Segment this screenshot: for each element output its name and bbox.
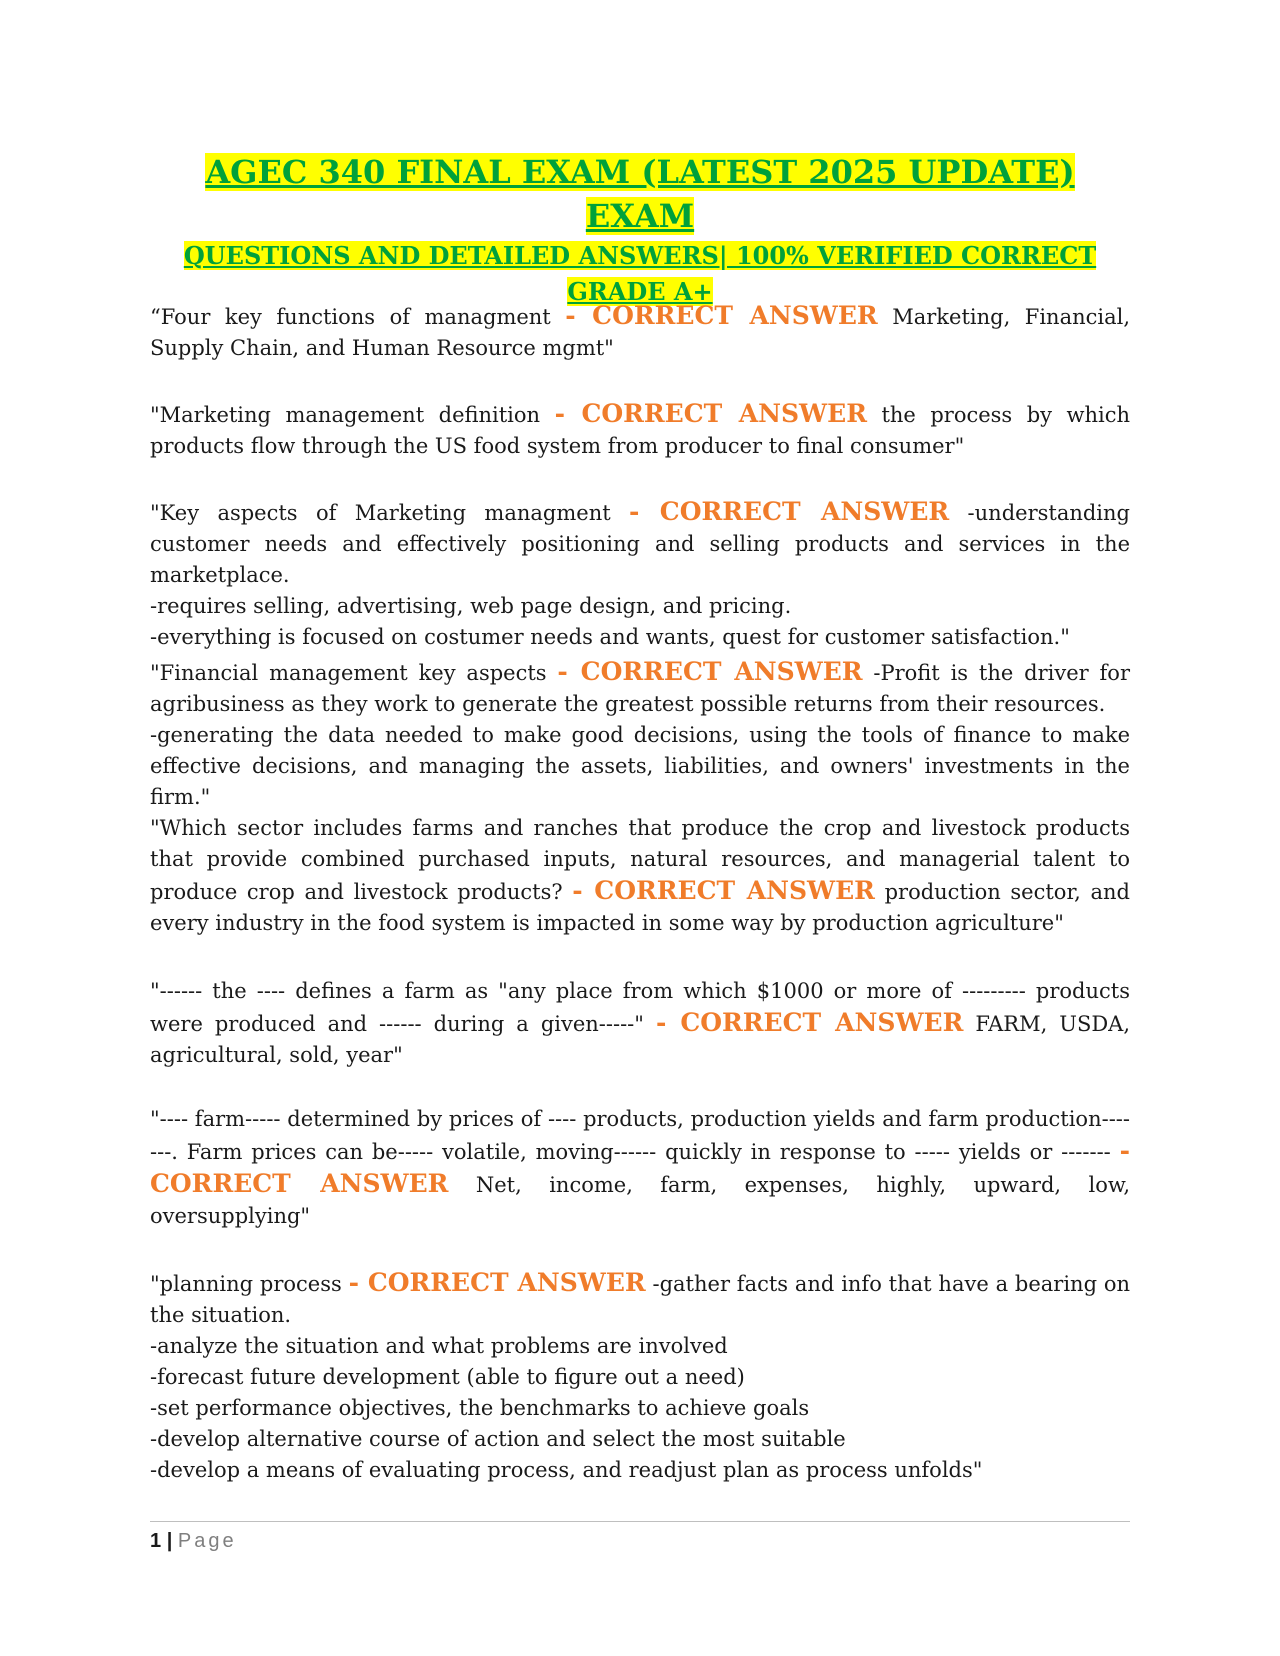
correct-answer-label: - CORRECT ANSWER — [655, 1008, 964, 1037]
correct-answer-label: - CORRECT ANSWER — [557, 657, 863, 686]
qa-item-3 — [150, 496, 1130, 653]
page-number: 1 — [150, 1530, 162, 1552]
correct-answer-label: - CORRECT ANSWER — [554, 399, 867, 428]
answer-text: -understanding customer needs and effectively positioning and selling products and services in the marketplace. -requires selling, advertising, web page design, and pricing. -everything is focused on costumer needs and wants, quest for customer satisfaction." — [150, 501, 1130, 649]
question-text: "---- farm----- determined by prices of ---- products, production yields and farm production-------. Farm prices can be----- volatile, moving------ quickly in response to ----- yields or ------- — [150, 1107, 1130, 1164]
question-text: "Key aspects of Marketing managment — [150, 501, 630, 525]
correct-answer-label: - CORRECT ANSWER — [572, 876, 875, 905]
answer-text: Marketing, Financial, Supply Chain, and Human Resource mgmt" — [150, 305, 1130, 360]
document-title-line-3: GRADE A+ — [567, 277, 713, 306]
correct-answer-label: - CORRECT ANSWER — [348, 1268, 646, 1297]
document-title-line-2: QUESTIONS AND DETAILED ANSWERS| 100% VERIFIED CORRECT — [183, 241, 1097, 270]
qa-item-1 — [150, 300, 1130, 364]
question-text: "planning process — [150, 1272, 349, 1296]
qa-item-4 — [150, 656, 1130, 813]
document-page — [150, 150, 1131, 1482]
footer-divider — [150, 1521, 1130, 1522]
footer-separator: | — [166, 1530, 173, 1552]
page-label: Page — [177, 1530, 237, 1552]
correct-answer-label: - CORRECT ANSWER — [565, 301, 878, 330]
qa-item-2 — [150, 398, 1130, 462]
answer-text: FARM, USDA, agricultural, sold, year" — [150, 1012, 1131, 1067]
answer-text: Net, income, farm, expenses, highly, upward, low, oversupplying" — [150, 1173, 1130, 1228]
answer-text: production sector, and every industry in the food system is impacted in some way by production agriculture" — [150, 880, 1130, 935]
question-text: "------ the ---- defines a farm as "any place from which $1000 or more of --------- products were produced and ------ during a given-----" — [150, 979, 1130, 1036]
answer-text: the process by which products flow through the US food system from producer to final consumer" — [150, 403, 1130, 458]
page-footer — [150, 1527, 237, 1555]
question-text: "Which sector includes farms and ranches that produce the crop and livestock products that provide combined purchased inputs, natural resources, and managerial talent to produce crop and livestock products? — [150, 816, 1130, 904]
correct-answer-label: - CORRECT ANSWER — [150, 1136, 1130, 1198]
question-text: "Financial management key aspects — [150, 661, 558, 685]
qa-item-7 — [150, 1104, 1130, 1232]
correct-answer-label: - CORRECT ANSWER — [629, 497, 950, 526]
answer-text: -Profit is the driver for agribusiness as they work to generate the greatest possible returns from their resources. -generating the data needed to make good decisions, using the tools of finance to make effective decisions, and managing the assets, liabilities, and owners' investments in the firm." — [150, 661, 1130, 809]
document-title-line-1: AGEC 340 FINAL EXAM (LATEST 2025 UPDATE) EXAM — [205, 153, 1075, 235]
question-text: “Four key functions of managment — [150, 305, 566, 329]
answer-text: -gather facts and info that have a bearing on the situation. -analyze the situation and what problems are involved -forecast future development (able to figure out a need) -set performance objectives, the benchmarks to achieve goals -develop alternative course of action and select the most suitable -develop a means of evaluating process, and readjust plan as process unfolds" — [150, 1272, 1131, 1482]
question-text: "Marketing management definition — [150, 403, 555, 427]
qa-item-6 — [150, 976, 1130, 1071]
qa-item-8 — [150, 1267, 1130, 1486]
qa-item-5 — [150, 813, 1130, 939]
